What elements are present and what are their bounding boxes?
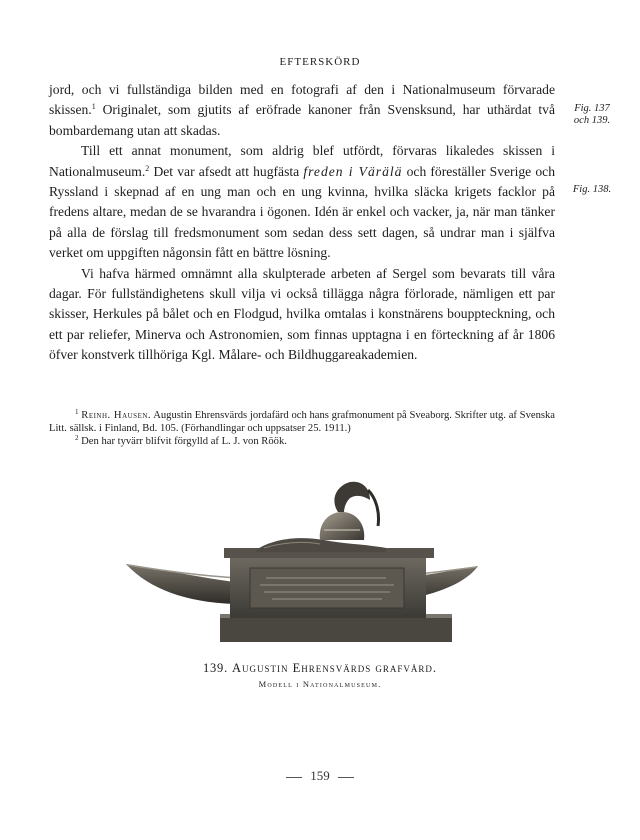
page-dash-left bbox=[286, 777, 302, 778]
margin-note-fig-138: Fig. 138. bbox=[572, 184, 612, 195]
figure-caption bbox=[0, 661, 640, 689]
helmet bbox=[320, 512, 365, 540]
margin-note-fig-137: Fig. 137 och 139. bbox=[573, 103, 611, 126]
page-dash-right bbox=[338, 777, 354, 778]
footnote-1: $^1$ Reinh. Hausen. Augustin Ehrensvärds jordafärd och hans grafmonument på Sveaborg. Skrifter utg. af Svenska Litt. sällsk. i Finland, Bd. 105. (Förhandlingar och uppsatser 25. 1911.) bbox=[49, 408, 555, 435]
inscription-panel bbox=[250, 568, 404, 608]
grave-monument-photo bbox=[124, 478, 480, 648]
figure-title: Augustin Ehrensvärds grafvård. bbox=[231, 661, 438, 675]
running-header: EFTERSKÖRD bbox=[279, 56, 361, 68]
paragraph-3: Vi hafva härmed omnämnt alla skulpterade arbeten af Sergel som bevarats till våra dagar. För fullständighetens skull vilja vi också tillägga några förlorade, nämligen ett par skisser, Herkules på bålet och en Flodgud, hvilka omtalas i konstnärens bouppteckning, och ett par reliefer, Minerva och Astronomien, som finnas upptagna i en förteckning af år 1806 öfver konstverk tillhöriga Kgl. Målare- och Bildhuggareakademien. bbox=[49, 265, 555, 363]
paragraph-2: Till ett annat monument, som aldrig blef utfördt, förvaras likaledes skissen i Nationalmuseum.$^2$ Det var afsedt att hugfästa freden i Värälä och föreställer Sverige och Ryssland i skepnad af en ung man och en ung kvinna, hvilka släcka krigets facklor på fredens altare, medan de se hvarandra i ögonen. Idén är enkel och vacker, ja, när man tänker på alla de förslag till fredsmonument som sedan dess sett dagen, så undrar man i själfva verket om uppgiften någonsin fått en bättre lösning. bbox=[49, 143, 555, 261]
figure-number: 139. bbox=[202, 661, 229, 675]
footnote-divider bbox=[49, 403, 555, 404]
helmet-crest bbox=[334, 482, 370, 512]
footnotes bbox=[49, 409, 555, 449]
page-number: 159 bbox=[0, 768, 640, 784]
paragraph-1: jord, och vi fullständiga bilden med en fotografi af den i Nationalmuseum förvarade skissen.$^1$ Originalet, som gjutits af eröfrade kanoner från Svensksund, har uthärdat två bombardemang utan att skadas. bbox=[49, 82, 555, 138]
emphasis-freden: freden i Värälä bbox=[303, 163, 403, 179]
footnote-ref-1: 1 bbox=[91, 102, 96, 112]
plinth bbox=[220, 616, 452, 642]
footnote-ref-2: 2 bbox=[145, 163, 150, 173]
body-text bbox=[49, 80, 555, 366]
figure-subtitle: Modell i Nationalmuseum. bbox=[258, 679, 382, 689]
footnote-2: $^2$ Den har tyvärr blifvit förgylld af L. J. von Röök. bbox=[75, 434, 287, 448]
